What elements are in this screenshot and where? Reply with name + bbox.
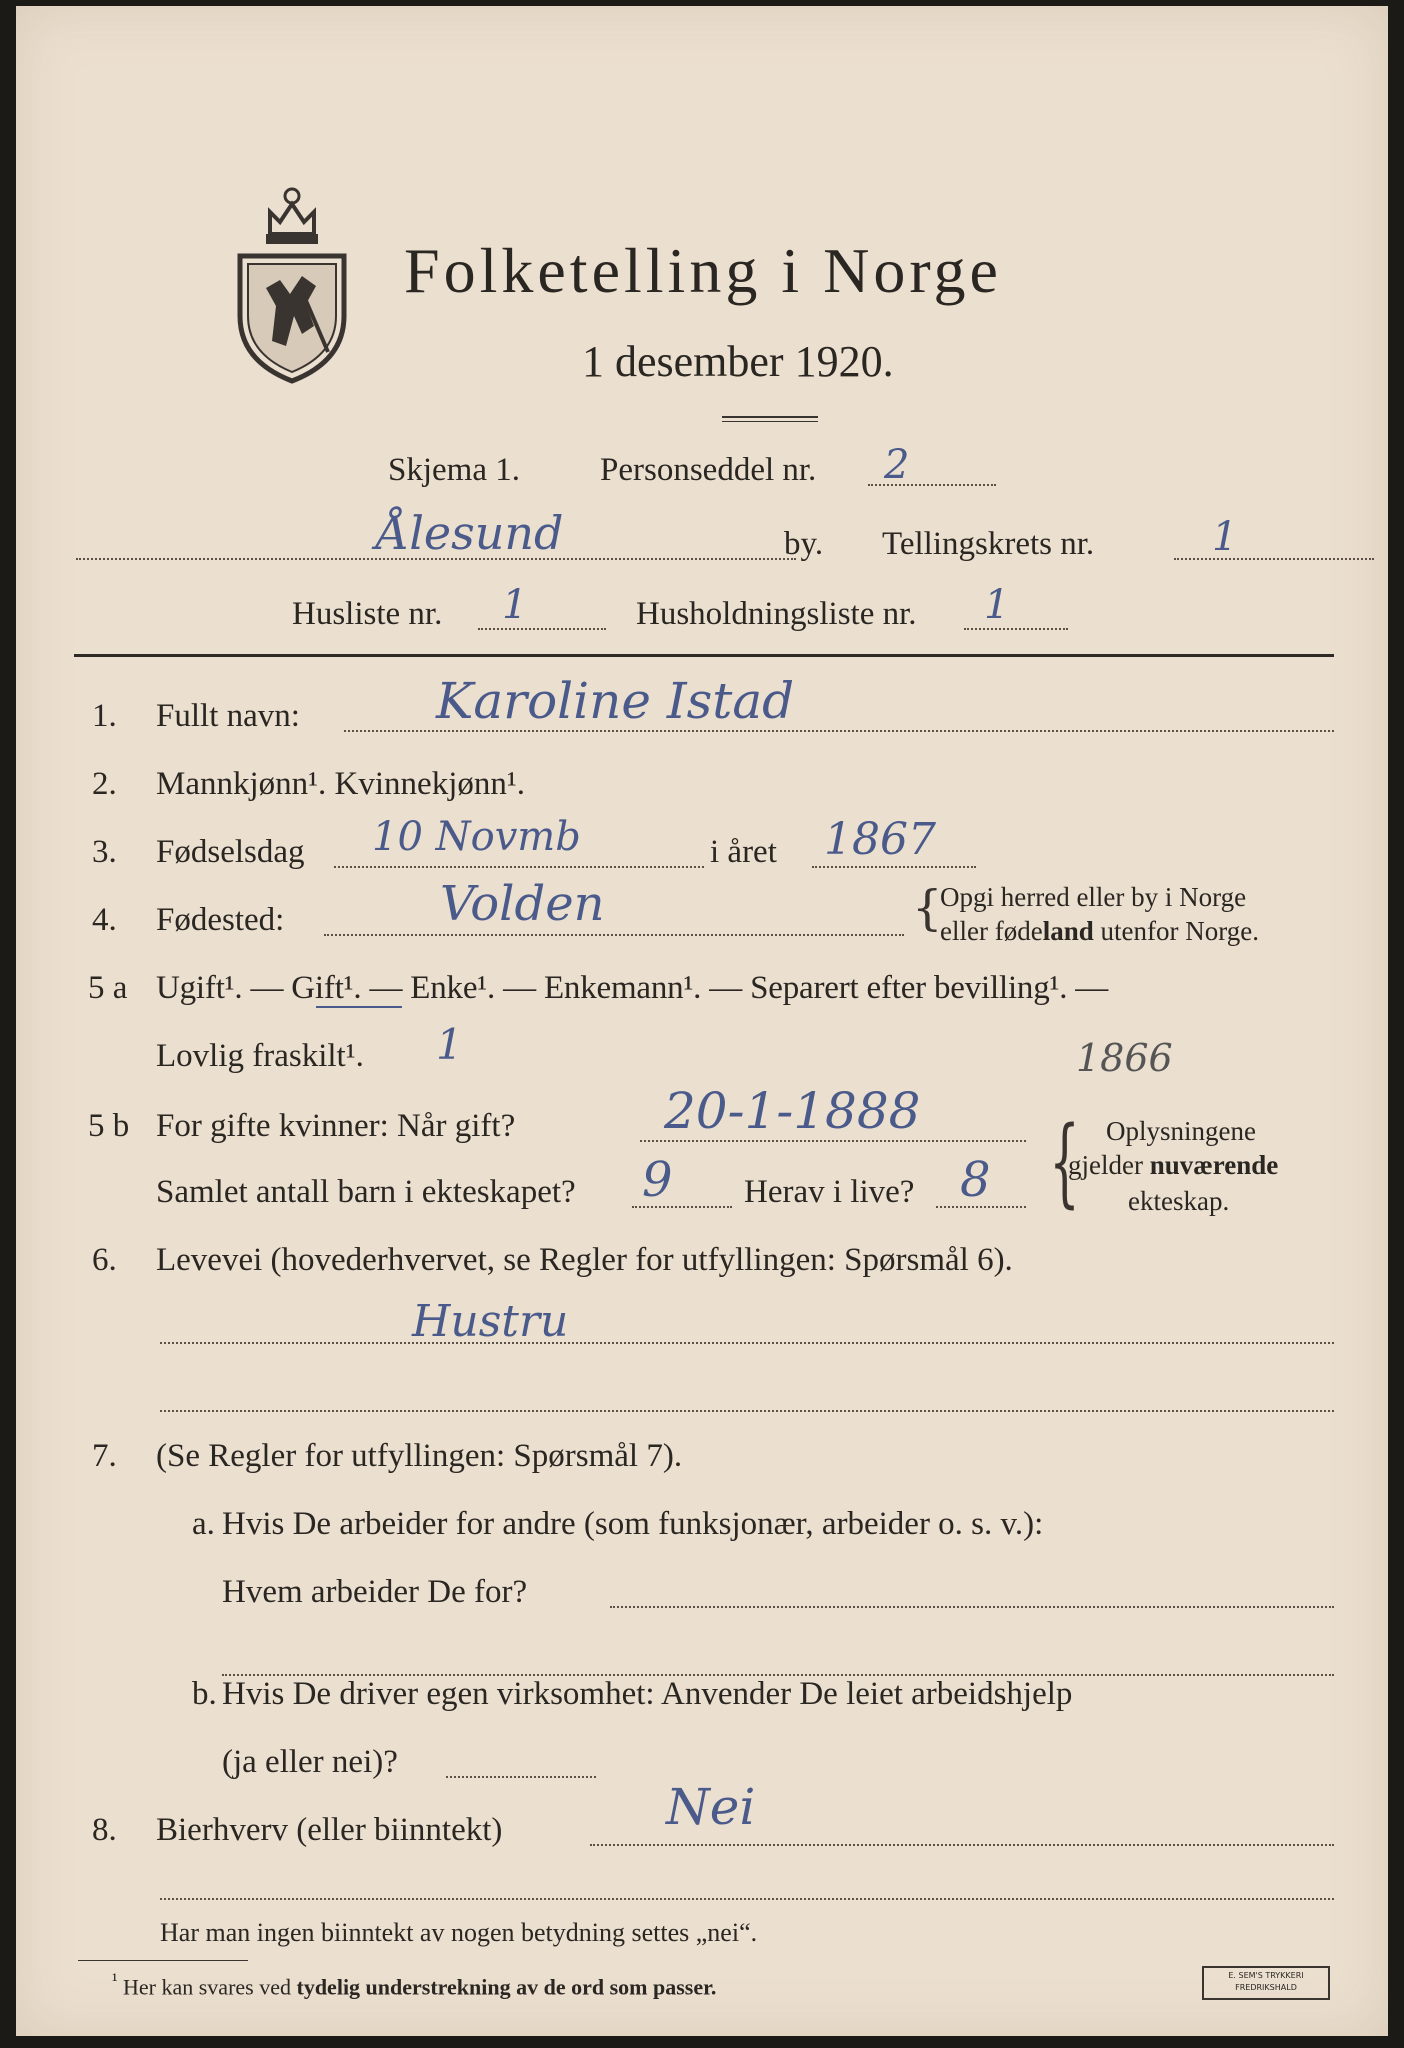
q4-line bbox=[324, 934, 904, 936]
q8-number: 8. bbox=[92, 1812, 117, 1848]
form-date: 1 desember 1920. bbox=[582, 337, 894, 386]
krets-label: Tellingskrets nr. bbox=[882, 526, 1095, 562]
q5b-number: 5 b bbox=[88, 1108, 130, 1144]
section-rule bbox=[74, 654, 1334, 657]
q5a-number: 5 a bbox=[88, 970, 128, 1006]
q1-label: Fullt navn: bbox=[156, 698, 300, 734]
q4-note-2: eller fødeland utenfor Norge. bbox=[940, 916, 1259, 946]
personseddel-value: 2 bbox=[884, 442, 910, 488]
q3-number: 3. bbox=[92, 834, 117, 870]
footer-note: Har man ingen biinntekt av nogen betydning settes „nei“. bbox=[160, 1918, 758, 1947]
q3-value: 10 Novmb bbox=[372, 814, 581, 860]
q3-line bbox=[334, 866, 704, 868]
q3-label: Fødselsdag bbox=[156, 834, 305, 870]
q7b-line-1: Hvis De driver egen virksomhet: Anvender De leiet arbeidshjelp bbox=[222, 1676, 1073, 1712]
q1-number: 1. bbox=[92, 698, 117, 734]
q5b-line bbox=[640, 1140, 1026, 1142]
q7b-answer-line bbox=[446, 1776, 596, 1778]
coat-of-arms-icon bbox=[232, 176, 352, 386]
q3-year-value: 1867 bbox=[824, 814, 936, 865]
printer-stamp bbox=[1202, 1966, 1330, 2000]
q7b-line-2: (ja eller nei)? bbox=[222, 1744, 398, 1780]
q4-note-1: Opgi herred eller by i Norge bbox=[940, 882, 1247, 912]
printer-city: FREDRIKSHALD bbox=[1235, 1983, 1297, 1992]
q7b-letter: b. bbox=[192, 1676, 217, 1712]
footnote: $^{^1}$ Her kan svares ved tydelig understrekning av de ord som passer. bbox=[112, 1970, 717, 2000]
q8-line bbox=[590, 1844, 1334, 1846]
q5a-fraskilt: Lovlig fraskilt¹. bbox=[156, 1038, 364, 1074]
q5b-above: 1866 bbox=[1076, 1036, 1173, 1080]
q5b-brace: { bbox=[1049, 1106, 1080, 1218]
q1-value: Karoline Istad bbox=[436, 672, 795, 730]
q6-number: 6. bbox=[92, 1242, 117, 1278]
q7-label: (Se Regler for utfyllingen: Spørsmål 7). bbox=[156, 1438, 683, 1474]
q5b-note-2: gjelder nuværende bbox=[1068, 1150, 1279, 1180]
q5b-barn-value: 9 bbox=[642, 1152, 673, 1208]
q7a-letter: a. bbox=[192, 1506, 215, 1542]
q5b-value: 20-1-1888 bbox=[664, 1082, 921, 1140]
q7a-line-1: Hvis De arbeider for andre (som funksjonær, arbeider o. s. v.): bbox=[222, 1506, 1044, 1542]
q5b-live-value: 8 bbox=[960, 1152, 991, 1208]
husliste-value: 1 bbox=[502, 582, 528, 628]
by-value: Ålesund bbox=[376, 506, 564, 560]
q5a-mark: 1 bbox=[436, 1020, 463, 1069]
husholdning-value: 1 bbox=[984, 582, 1010, 628]
q5b-live-label: Herav i live? bbox=[744, 1174, 915, 1210]
husholdning-label: Husholdningsliste nr. bbox=[636, 596, 917, 632]
q6-value: Hustru bbox=[412, 1296, 569, 1347]
q4-value: Volden bbox=[440, 876, 605, 932]
husholdning-line bbox=[964, 628, 1068, 630]
krets-value: 1 bbox=[1212, 514, 1238, 560]
title-rule bbox=[722, 416, 818, 422]
census-form-sheet bbox=[16, 6, 1388, 2036]
q4-brace: { bbox=[912, 880, 943, 936]
q3-year-label: i året bbox=[710, 834, 777, 870]
q5b-note-3: ekteskap. bbox=[1128, 1186, 1230, 1216]
q2-number: 2. bbox=[92, 766, 117, 802]
q4-number: 4. bbox=[92, 902, 117, 938]
husliste-label: Husliste nr. bbox=[292, 596, 443, 632]
q7a-line-2: Hvem arbeider De for? bbox=[222, 1574, 528, 1610]
q7a-answer-line bbox=[610, 1606, 1334, 1608]
personseddel-label: Personseddel nr. bbox=[600, 452, 817, 488]
q5a-options: Ugift¹. — Gift¹. — Enke¹. — Enkemann¹. — Separert efter bevilling¹. — bbox=[156, 970, 1109, 1006]
gift-underline bbox=[316, 1006, 402, 1008]
q2-label: Mannkjønn¹. Kvinnekjønn¹. bbox=[156, 766, 526, 802]
printer-name: E. SEM'S TRYKKERI bbox=[1228, 1971, 1304, 1980]
husliste-line bbox=[478, 628, 606, 630]
q6-line-2 bbox=[160, 1410, 1334, 1412]
q6-line-1 bbox=[160, 1342, 1334, 1344]
q8-label: Bierhverv (eller biinntekt) bbox=[156, 1812, 503, 1848]
q5b-label: For gifte kvinner: Når gift? bbox=[156, 1108, 516, 1144]
q4-label: Fødested: bbox=[156, 902, 285, 938]
q8-extra-line bbox=[160, 1898, 1334, 1900]
skjema-label: Skjema 1. bbox=[388, 452, 520, 488]
krets-line bbox=[1174, 558, 1374, 560]
q1-line bbox=[344, 730, 1334, 732]
q5b-note-1: Oplysningene bbox=[1106, 1116, 1256, 1146]
form-title: Folketelling i Norge bbox=[404, 235, 1002, 306]
q3-year-line bbox=[812, 866, 976, 868]
footnote-rule bbox=[78, 1960, 248, 1961]
q5b-barn-label: Samlet antall barn i ekteskapet? bbox=[156, 1174, 576, 1210]
q7-number: 7. bbox=[92, 1438, 117, 1474]
q6-label: Levevei (hovederhvervet, se Regler for utfyllingen: Spørsmål 6). bbox=[156, 1242, 1013, 1278]
by-label: by. bbox=[784, 526, 824, 562]
q8-value: Nei bbox=[666, 1778, 756, 1836]
